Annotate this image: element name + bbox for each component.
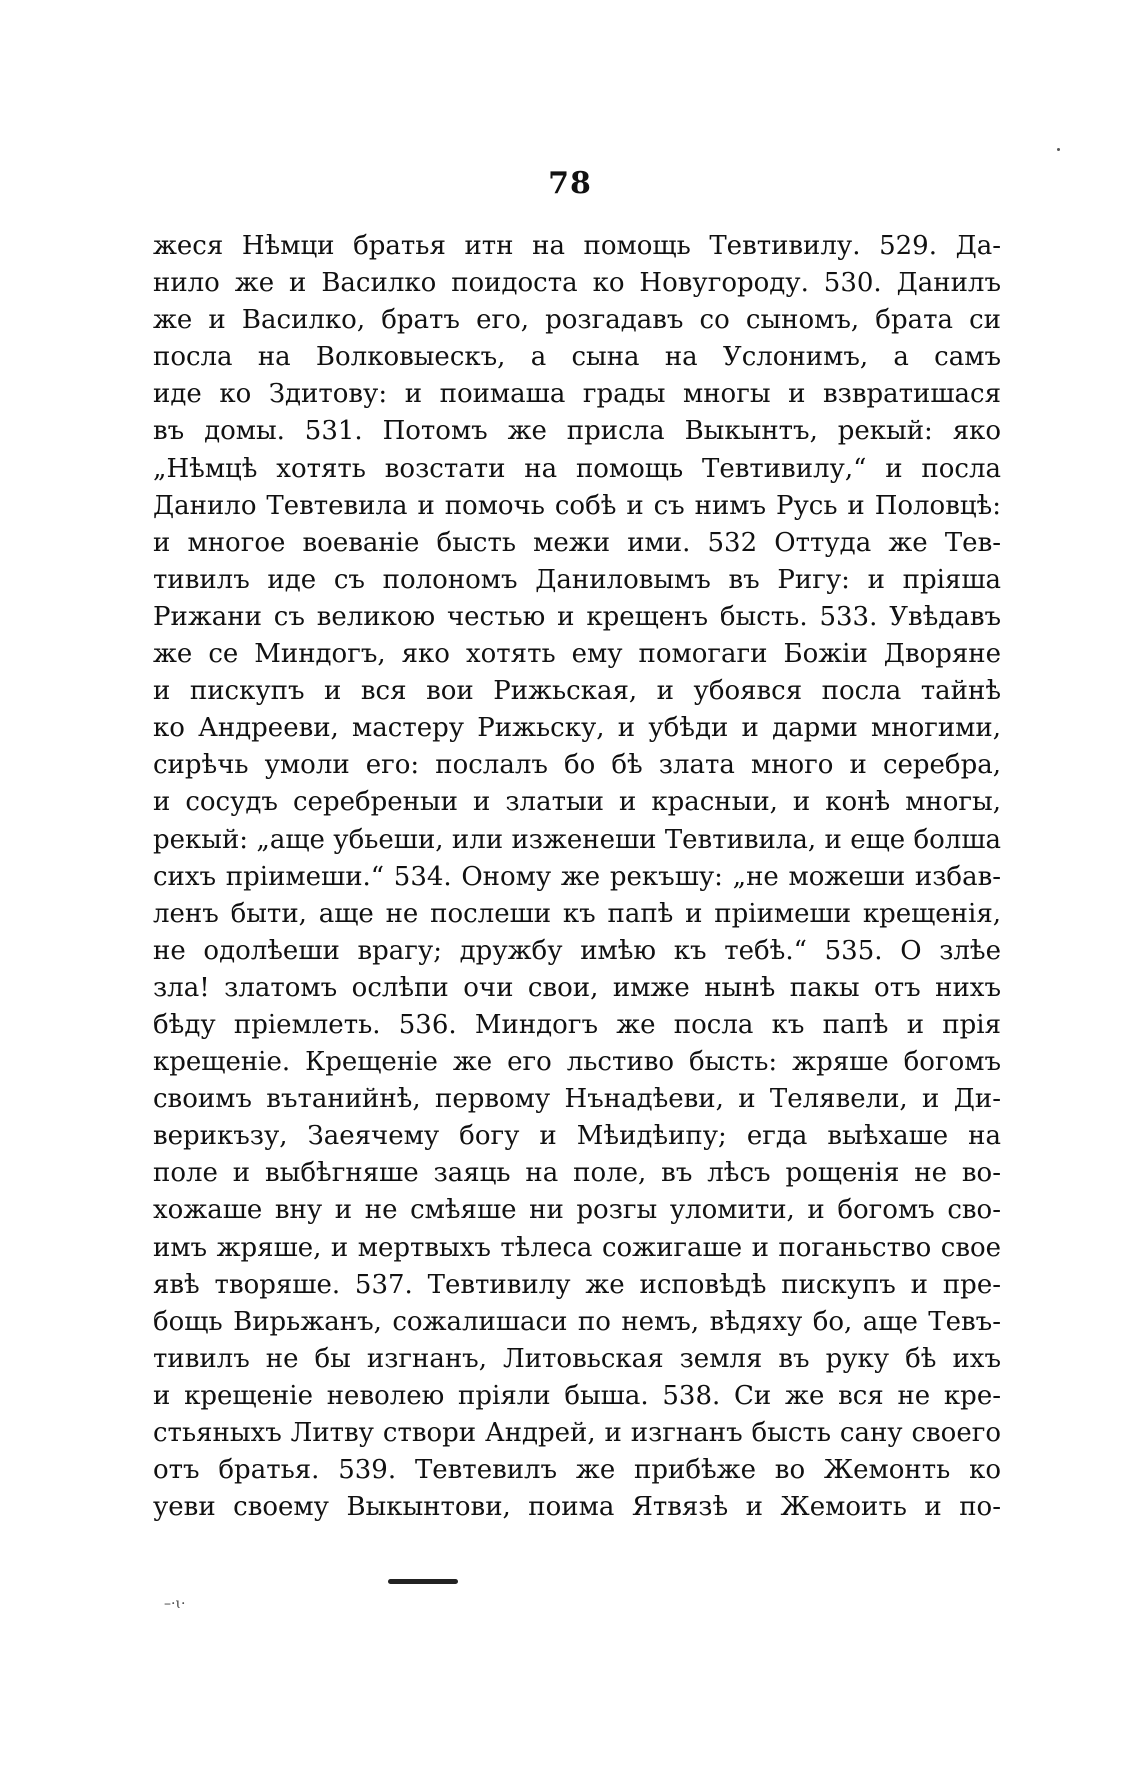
text-line: Рижани съ великою честью и крещенъ бысть. 533. Увѣдавъ [153,601,1001,632]
text-line: и многое воеваніе бысть межи ими. 532 Оттуда же Тев- [153,527,1001,558]
text-line: имъ жряше, и мертвыхъ тѣлеса сожигаше и поганьство свое [153,1232,1001,1263]
text-line: крещеніе. Крещеніе же его льстиво бысть: жряше богомъ [153,1047,1001,1078]
text-line: ленъ быти, аще не послеши къ папѣ и пріимеши крещенія, [153,898,1001,929]
text-line: своимъ вътанийнѣ, первому Нънадѣеви, и Телявели, и Ди- [153,1084,1001,1115]
text-line: хожаше вну и не смѣяше ни розгы уломити, и богомъ сво- [153,1195,1001,1226]
text-line: нило же и Василко поидоста ко Новугороду. 530. Данилъ [153,268,1001,299]
text-line: и крещеніе неволею пріяли быша. 538. Си же вся не кре- [153,1380,1001,1411]
text-line: „Нѣмцѣ хотять возстати на помощь Тевтивилу,“ и посла [153,453,1001,484]
text-line: и пискупъ и вся вои Рижьская, и убоявся посла тайнѣ [153,676,1001,707]
text-line: тивилъ не бы изгнанъ, Литовьская земля въ руку бѣ ихъ [153,1343,1001,1374]
text-line: отъ братья. 539. Тевтевилъ же прибѣже во Жемонть ко [153,1455,1001,1486]
text-line: въ домы. 531. Потомъ же присла Выкынтъ, рекый: яко [153,416,1001,447]
stray-dot [1057,148,1060,151]
text-line: же и Василко, братъ его, розгадавъ со сыномъ, брата си [153,305,1001,336]
text-line: бощь Вирьжанъ, сожалишаси по немъ, вѣдяху бо, аще Тевъ- [153,1306,1001,1337]
corner-mark: –·ɩ· [164,1596,186,1612]
text-line: уеви своему Выкынтови, поима Ятвязѣ и Жемоить и по- [153,1492,1001,1523]
text-line: сихъ пріимеши.“ 534. Оному же рекъшу: „не можеши избав- [153,861,1001,892]
text-line: рекый: „аще убьеши, или изженеши Тевтивила, и еще болша [153,824,1001,855]
text-line: и сосудъ серебреныи и златыи и красныи, и конѣ многы, [153,787,1001,818]
text-line: явѣ творяше. 537. Тевтивилу же исповѣдѣ пискупъ и пре- [153,1269,1001,1300]
text-line: же се Миндогъ, яко хотять ему помогаги Божіи Дворяне [153,639,1001,670]
text-line: сирѣчь умоли его: послалъ бо бѣ злата много и серебра, [153,750,1001,781]
text-line: не одолѣеши врагу; дружбу имѣю къ тебѣ.“ 535. О злѣе [153,935,1001,966]
text-line: тивилъ иде съ полономъ Даниловымъ въ Ригу: и пріяша [153,564,1001,595]
text-line: бѣду пріемлеть. 536. Миндогъ же посла къ папѣ и прія [153,1009,1001,1040]
text-line: иде ко Здитову: и поимаша грады многы и взвратишася [153,379,1001,410]
text-line: жеся Нѣмци братья итн на помощь Тевтивилу. 529. Да- [153,231,1001,261]
text-line: ко Андрееви, мастеру Рижьску, и убѣди и дарми многими, [153,713,1001,744]
text-line: верикъзу, Заеячему богу и Мѣидѣипу; егда выѣхаше на [153,1121,1001,1152]
text-line: зла! златомъ ослѣпи очи свои, имже нынѣ пакы отъ нихъ [153,972,1001,1003]
text-line: поле и выбѣгняше заяць на поле, въ лѣсъ рощенія не во- [153,1158,1001,1189]
text-line: Данило Тевтевила и помочь собѣ и съ нимъ Русь и Половцѣ: [153,490,1001,521]
printer-rule [388,1579,458,1584]
text-line: стьяныхъ Литву створи Андрей, и изгнанъ бысть сану своего [153,1418,1001,1448]
page-number: 78 [548,166,592,201]
text-line: посла на Волковыескъ, а сына на Услонимъ, а самъ [153,342,1001,373]
text-body [153,228,1001,1526]
